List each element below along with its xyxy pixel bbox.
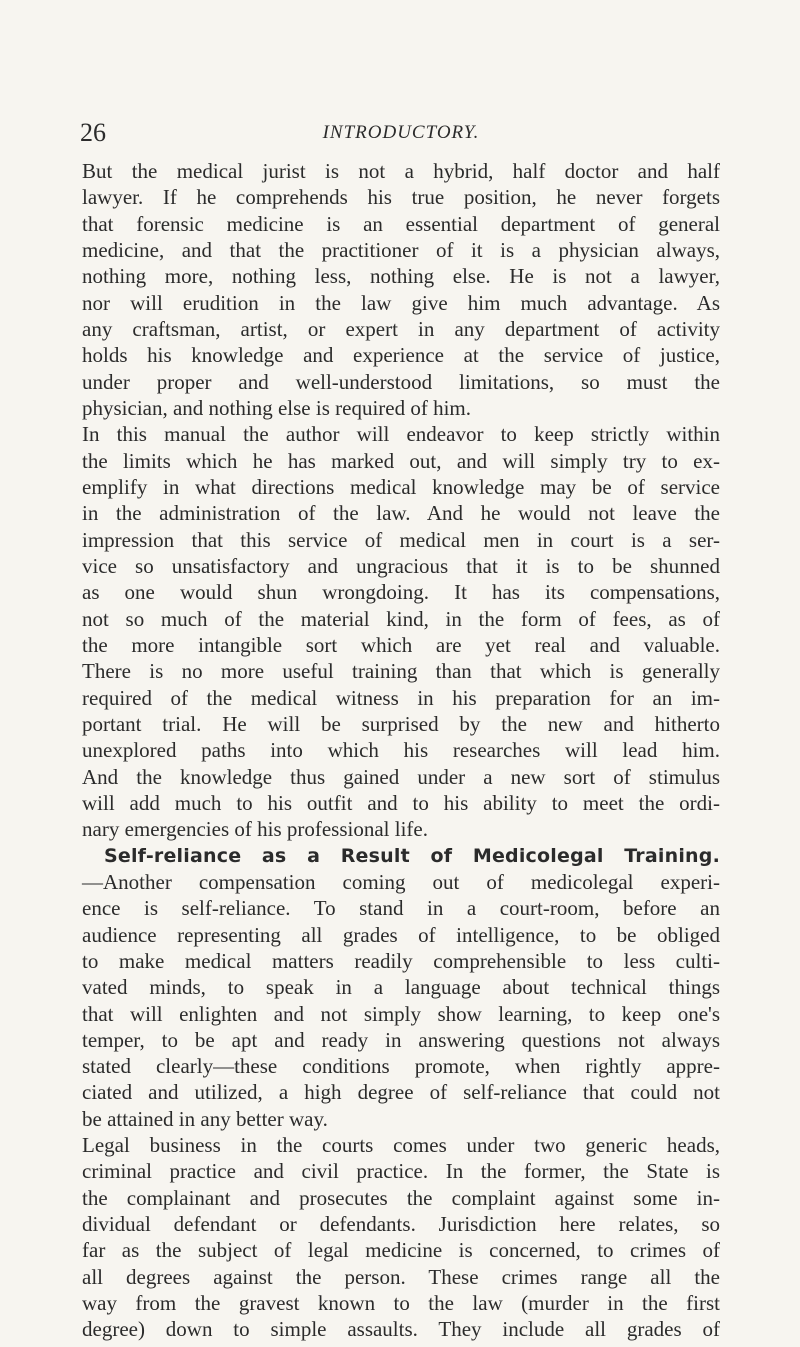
book-page — [82, 118, 720, 1343]
page-number: 26 — [80, 118, 106, 147]
text-line: ence is self-reliance. To stand in a court-room, before an — [82, 896, 720, 921]
text-line: the limits which he has marked out, and will simply try to ex- — [82, 448, 720, 473]
text-line: far as the subject of legal medicine is concerned, to crimes of — [82, 1238, 720, 1263]
text-line: unexplored paths into which his researches will lead him. — [82, 738, 720, 763]
text-line: required of the medical witness in his preparation for an im- — [82, 685, 720, 710]
text-line: And the knowledge thus gained under a new sort of stimulus — [82, 764, 720, 789]
text-line: degree) down to simple assaults. They include all grades of — [82, 1317, 720, 1342]
text-line: stated clearly—these conditions promote, when rightly appre- — [82, 1054, 720, 1079]
text-line: not so much of the material kind, in the form of fees, as of — [82, 606, 720, 631]
text-line: lawyer. If he comprehends his true position, he never forgets — [82, 185, 720, 210]
text-line: dividual defendant or defendants. Jurisdiction here relates, so — [82, 1212, 720, 1237]
text-line: that forensic medicine is an essential department of general — [82, 211, 720, 236]
text-line: In this manual the author will endeavor to keep strictly within — [82, 422, 720, 447]
section-heading: Self-reliance as a Result of Medicolegal Training. — [104, 844, 720, 867]
text-line: any craftsman, artist, or expert in any department of activity — [82, 316, 720, 341]
text-line: holds his knowledge and experience at the service of justice, — [82, 343, 720, 368]
text-line: criminal practice and civil practice. In the former, the State is — [82, 1159, 720, 1184]
running-head-title: INTRODUCTORY. — [322, 122, 480, 143]
text-line: way from the gravest known to the law (murder in the first — [82, 1291, 720, 1316]
text-line: medicine, and that the practitioner of it is a physician always, — [82, 237, 720, 262]
text-line: —Another compensation coming out of medicolegal experi- — [82, 869, 720, 894]
text-line: audience representing all grades of intelligence, to be obliged — [82, 922, 720, 947]
text-line: physician, and nothing else is required of him. — [82, 395, 472, 420]
text-line: emplify in what directions medical knowledge may be of service — [82, 474, 720, 499]
text-line: vated minds, to speak in a language about technical things — [82, 975, 720, 1000]
text-line: nary emergencies of his professional life. — [82, 817, 428, 842]
text-line: to make medical matters readily comprehensible to less culti- — [82, 948, 720, 973]
text-line: portant trial. He will be surprised by the new and hitherto — [82, 711, 720, 736]
text-line: Legal business in the courts comes under two generic heads, — [82, 1133, 720, 1158]
text-line: all degrees against the person. These crimes range all the — [82, 1264, 720, 1289]
text-line: But the medical jurist is not a hybrid, half doctor and half — [82, 159, 720, 183]
text-line: as one would shun wrongdoing. It has its compensations, — [82, 580, 720, 605]
text-line: nor will erudition in the law give him much advantage. As — [82, 290, 720, 315]
text-line: ciated and utilized, a high degree of self-reliance that could not — [82, 1080, 720, 1105]
body-text — [82, 158, 720, 1343]
text-line: impression that this service of medical men in court is a ser- — [82, 527, 720, 552]
text-line: temper, to be apt and ready in answering questions not always — [82, 1027, 720, 1052]
text-line: the more intangible sort which are yet real and valuable. — [82, 632, 720, 657]
running-head — [82, 118, 720, 158]
text-line: the complainant and prosecutes the complaint against some in- — [82, 1185, 720, 1210]
text-line: under proper and well-understood limitations, so must the — [82, 369, 720, 394]
text-line: vice so unsatisfactory and ungracious that it is to be shunned — [82, 553, 720, 578]
text-line: will add much to his outfit and to his ability to meet the ordi- — [82, 790, 720, 815]
text-line: be attained in any better way. — [82, 1106, 328, 1131]
text-line: that will enlighten and not simply show learning, to keep one's — [82, 1001, 720, 1026]
text-line: There is no more useful training than that which is generally — [82, 659, 720, 684]
text-line: nothing more, nothing less, nothing else. He is not a lawyer, — [82, 264, 720, 289]
text-line: in the administration of the law. And he would not leave the — [82, 501, 720, 526]
